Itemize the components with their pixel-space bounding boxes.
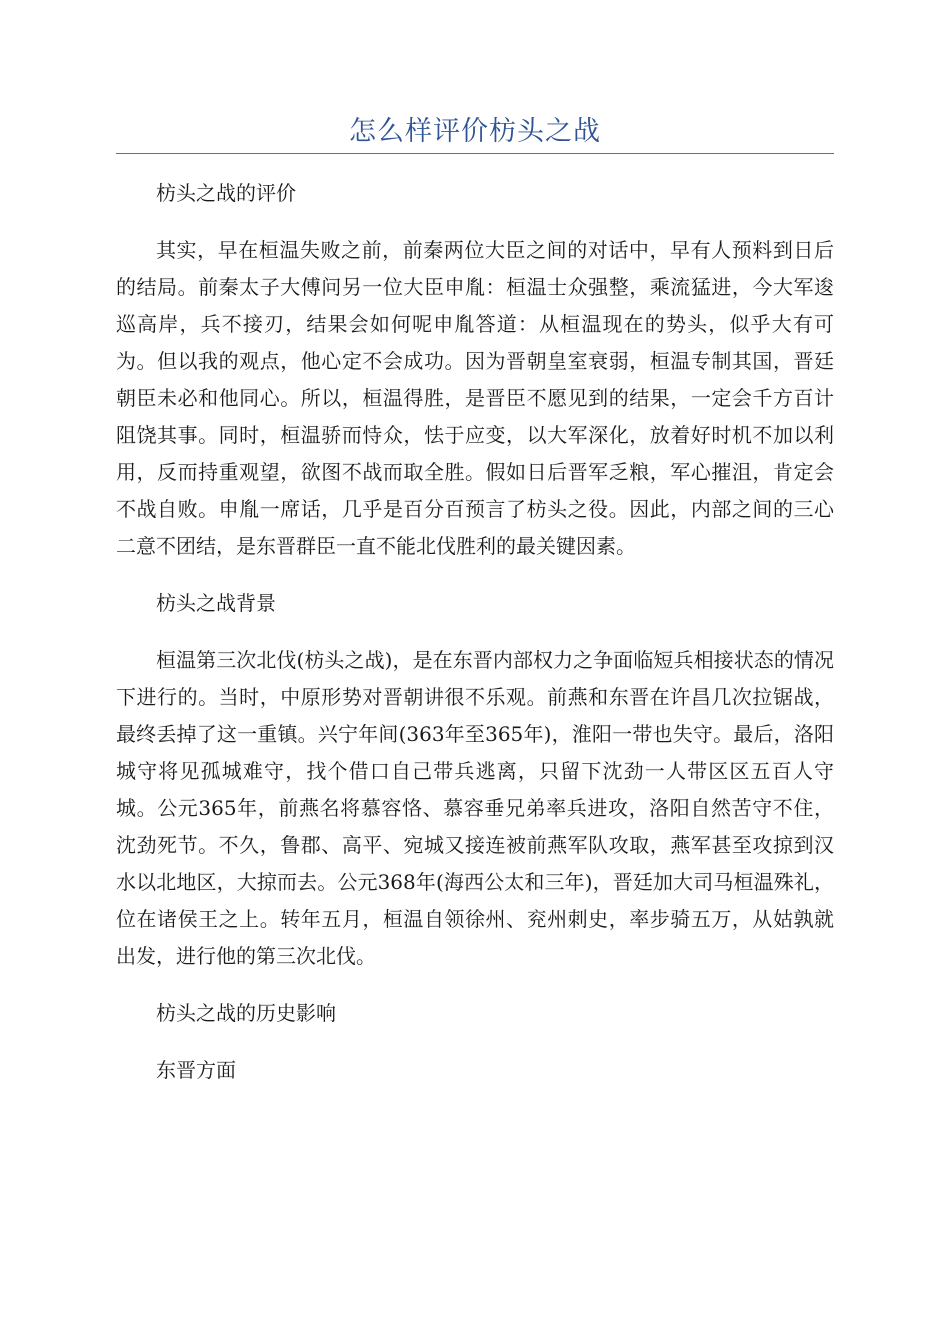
title-underline [116, 153, 834, 154]
section-heading-background: 枋头之战背景 [156, 591, 276, 615]
paragraph-evaluation: 其实，早在桓温失败之前，前秦两位大臣之间的对话中，早有人预料到日后的结局。前秦太子大傅问另一位大臣申胤：桓温士众强整，乘流猛进，今大军逡巡高岸，兵不接刃，结果会如何呢申胤答道：从桓温现在的势头，似乎大有可为。但以我的观点，他心定不会成功。因为晋朝皇室衰弱，桓温专制其国，晋廷朝臣未必和他同心。所以，桓温得胜，是晋臣不愿见到的结果，一定会千方百计阻饶其事。同时，桓温骄而恃众，怯于应变，以大军深化，放着好时机不加以利用，反而持重观望，欲图不战而取全胜。假如日后晋军乏粮，军心摧沮，肯定会不战自败。申胤一席话，几乎是百分百预言了枋头之役。因此，内部之间的三心二意不团结，是东晋群臣一直不能北伐胜利的最关键因素。 [116, 238, 834, 558]
section-heading-evaluation: 枋头之战的评价 [156, 181, 296, 205]
subsection-heading-eastern-jin: 东晋方面 [156, 1058, 236, 1082]
section-heading-influence: 枋头之战的历史影响 [156, 1001, 336, 1025]
paragraph-background: 桓温第三次北伐(枋头之战)，是在东晋内部权力之争面临短兵相接状态的情况下进行的。当时，中原形势对晋朝讲很不乐观。前燕和东晋在许昌几次拉锯战，最终丢掉了这一重镇。兴宁年间(363年至365年)，淮阳一带也失守。最后，洛阳城守将见孤城难守，找个借口自己带兵逃离，只留下沈劲一人带区区五百人守城。公元365年，前燕名将慕容恪、慕容垂兄弟率兵进攻，洛阳自然苦守不住，沈劲死节。不久，鲁郡、高平、宛城又接连被前燕军队攻取，燕军甚至攻掠到汉水以北地区，大掠而去。公元368年(海西公太和三年)，晋廷加大司马桓温殊礼，位在诸侯王之上。转年五月，桓温自领徐州、兖州刺史，率步骑五万，从姑孰就出发，进行他的第三次北伐。 [116, 648, 834, 968]
document-body [116, 175, 834, 1109]
document-title: 怎么样评价枋头之战 [349, 116, 601, 147]
